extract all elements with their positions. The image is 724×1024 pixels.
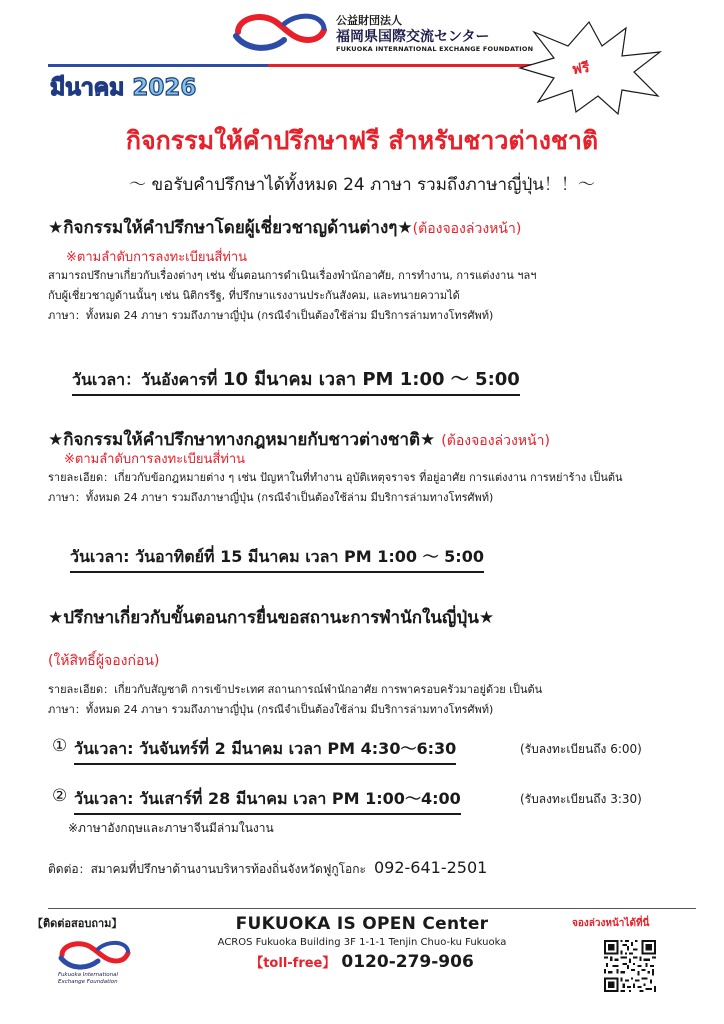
footer-divider (48, 908, 696, 909)
session1-deadline: (รับลงทะเบียนถึง 6:00) (520, 742, 642, 756)
center-name: FUKUOKA IS OPEN Center (235, 914, 489, 934)
contact-label: ติดต่อ：สมาคมที่ปรึกษาด้านงานบริหารท้องถิ่นจังหวัดฟูกูโอกะ (48, 862, 366, 876)
header-rule-blue (48, 64, 268, 67)
header-rule-red (268, 64, 540, 67)
section2-line1: รายละเอียด：เกี่ยวกับข้อกฎหมายต่าง ๆ เช่น ปัญหาในที่ทำงาน อุบัติเหตุจราจร ที่อยู่อาศัย การแต่งงาน การหย่าร้าง เป็นต้น (48, 471, 623, 484)
contact-line (48, 858, 487, 879)
section2-body (48, 468, 623, 508)
section2-heading-note: (ต้องจองล่วงหน้า) (441, 433, 550, 449)
footer-logo-text (58, 972, 148, 986)
center-address: ACROS Fukuoka Building 3F 1-1-1 Tenjin Chuo-ku Fukuoka (217, 937, 507, 948)
org-type: 公益財団法人 (336, 14, 402, 27)
section1-line2: กับผู้เชี่ยวชาญด้านนั้นๆ เช่น นิติกรรีฐ, ที่ปรึกษาแรงงานประกันสังคม, และทนายความได้ (48, 289, 460, 302)
section1-dt-day: 10 (222, 369, 248, 390)
section3-priority: (ให้สิทธิ์ผู้จองก่อน) (48, 653, 160, 669)
page-subtitle: ～ ขอรับคำปรึกษาได้ทั้งหมด 24 ภาษา รวมถึงภาษาญี่ปุ่น！！～ (129, 175, 595, 195)
section1-line3: ภาษา：ทั้งหมด 24 ภาษา รวมถึงภาษาญี่ปุ่น (กรณีจำเป็นต้องใช้ล่าม มีบริการล่ามทางโทรศัพท์) (48, 309, 494, 322)
free-badge (514, 18, 664, 116)
section1-note: ※ตามลำดับการลงทะเบียนสี่ท่าน (66, 250, 248, 265)
section3-line2: ภาษา：ทั้งหมด 24 ภาษา รวมถึงภาษาญี่ปุ่น (กรณีจำเป็นต้องใช้ล่าม มีบริการล่ามทางโทรศัพท์) (48, 703, 494, 716)
session2-number: ② (52, 786, 68, 806)
section3-body (48, 680, 542, 720)
section2-heading-text: ★กิจกรรมให้คำปรึกษาทางกฎหมายกับชาวต่างชาติ★ (48, 430, 436, 450)
section2-datetime: วันเวลา: วันอาทิตย์ที่ 15 มีนาคม เวลา PM 1:00 ～ 5:00 (70, 544, 484, 573)
contact-phone: 092-641-2501 (373, 858, 488, 877)
org-name: 福岡県国際交流センター (336, 29, 490, 45)
section3-line1: รายละเอียด：เกี่ยวกับสัญชาติ การเข้าประเทศ สถานการณ์พำนักอาศัย การพาครอบครัวมาอยู่ด้วย เป็นต้น (48, 683, 543, 696)
section1-datetime (72, 364, 520, 396)
section1-heading-text: ★กิจกรรมให้คำปรึกษาโดยผู้เชี่ยวชาญด้านต่างๆ★ (48, 218, 413, 238)
tollfree-label: 【toll-free】 (250, 956, 336, 971)
footer-logo-text-2: Exchange Foundation (58, 979, 118, 985)
session1-datetime: วันเวลา: วันจันทร์ที่ 2 มีนาคม เวลา PM 4:30～6:30 (74, 736, 456, 765)
page-title: กิจกรรมให้คำปรึกษาฟรี สำหรับชาวต่างชาติ (125, 126, 599, 155)
section1-dt-suffix: มีนาคม เวลา PM 1:00 ～ 5:00 (247, 369, 520, 390)
free-badge-text: ฟรี (570, 59, 591, 79)
org-name-en: FUKUOKA INTERNATIONAL EXCHANGE FOUNDATION (336, 45, 534, 53)
session2-deadline: (รับลงทะเบียนถึง 3:30) (520, 792, 642, 806)
session1-number: ① (52, 736, 68, 756)
section1-dt-prefix: วันเวลา：วันอังคารที่ (72, 370, 223, 389)
inquiry-label: 【ติดต่อสอบถาม】 (32, 917, 123, 930)
footer-logo-text-1: Fukuoka International (58, 972, 118, 978)
section3-language-note: ※ภาษาอังกฤษและภาษาจีนมีล่ามในงาน (68, 821, 274, 835)
section2-line2: ภาษา：ทั้งหมด 24 ภาษา รวมถึงภาษาญี่ปุ่น (กรณีจำเป็นต้องใช้ล่าม มีบริการล่ามทางโทรศัพท์) (48, 491, 494, 504)
section1-heading-note: (ต้องจองล่วงหน้า) (412, 221, 522, 237)
org-logo (232, 8, 534, 54)
section3-heading: ★ปรึกษาเกี่ยวกับขั้นตอนการยื่นขอสถานะการพำนักในญี่ปุ่น★ (48, 608, 495, 628)
tollfree-number[interactable]: 0120-279-906 (341, 952, 474, 972)
section2-note: ※ตามลำดับการลงทะเบียนสี่ท่าน (64, 452, 246, 467)
section1-body (48, 266, 536, 326)
booking-label: จองล่วงหน้าได้ที่นี่ (572, 918, 650, 929)
month-label: มีนาคม 2026 (50, 75, 197, 101)
qr-code-icon[interactable] (604, 940, 656, 992)
section1-heading (48, 214, 521, 241)
session2-datetime: วันเวลา: วันเสาร์ที่ 28 มีนาคม เวลา PM 1:00～4:00 (74, 786, 461, 815)
logo-swirl-icon (232, 10, 328, 52)
section1-line1: สามารถปรึกษาเกี่ยวกับเรื่องต่างๆ เช่น ขั้นตอนการดำเนินเรื่องพำนักอาศัย, การทำงาน, การแต่งงาน ฯลฯ (48, 269, 537, 282)
